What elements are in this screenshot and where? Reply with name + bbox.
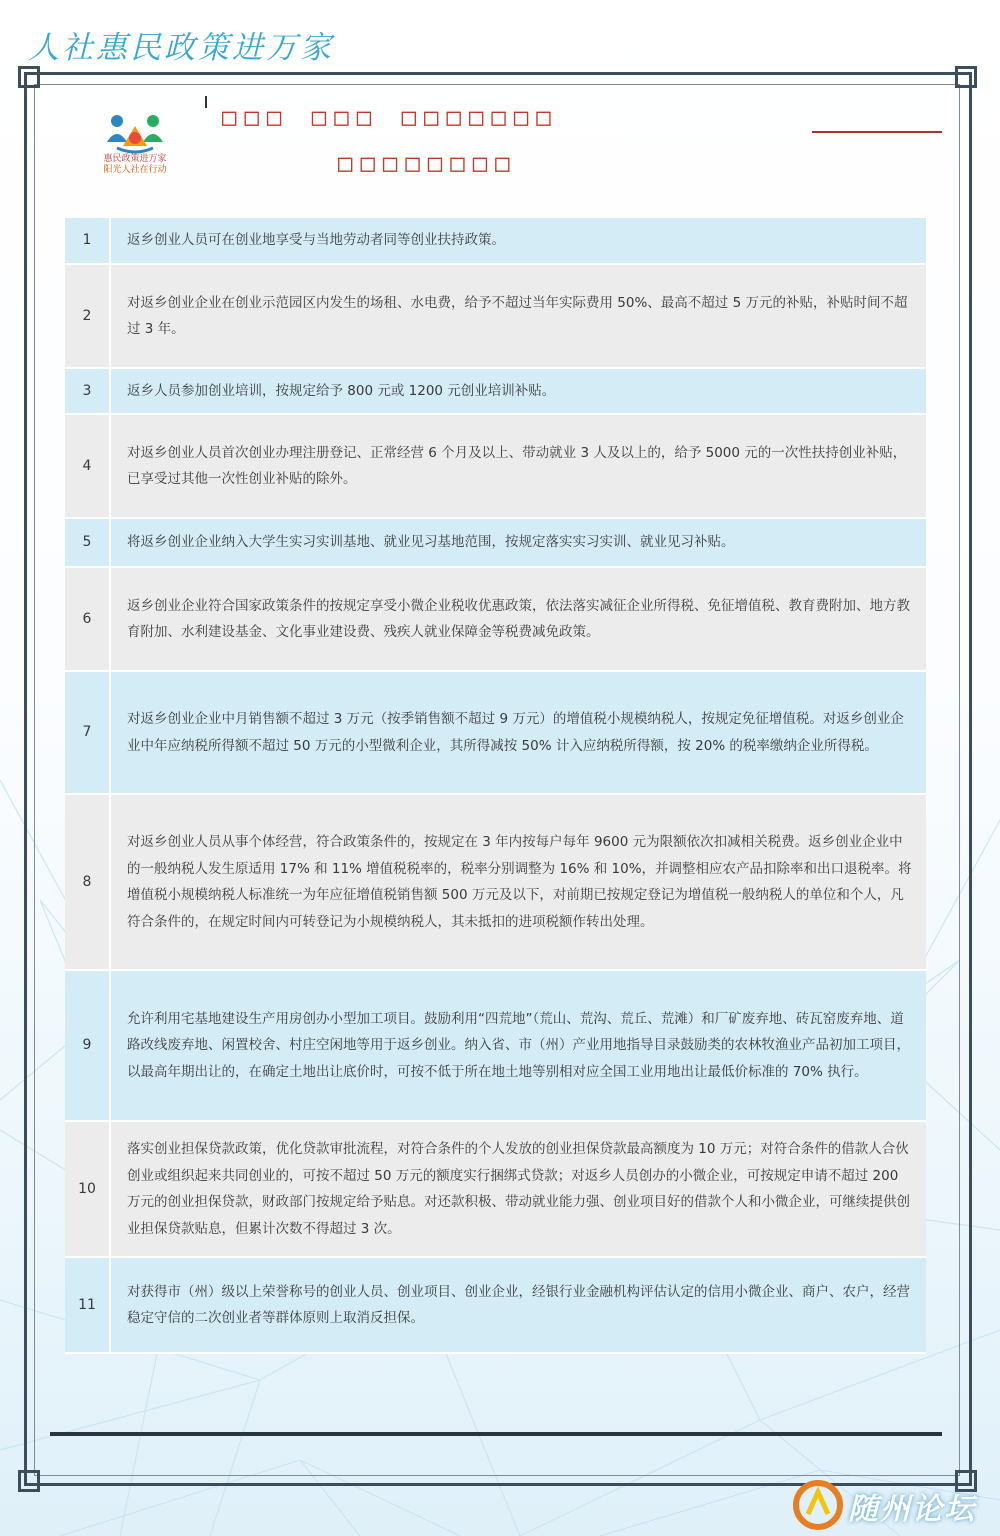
policy-row: [65, 794, 926, 970]
forum-logo-icon: [790, 1478, 846, 1532]
policy-row: [65, 1121, 926, 1257]
banner-title: 人社惠民政策进万家: [28, 30, 334, 66]
policy-row: [65, 518, 926, 567]
logo-slogan-1: 惠民政策进万家: [103, 154, 167, 164]
watermark-text: 随州论坛: [848, 1492, 976, 1527]
policy-number: 8: [65, 794, 110, 970]
policy-text: 对返乡创业企业在创业示范园区内发生的场租、水电费，给予不超过当年实际费用 50%、最高不超过 5 万元的补贴，补贴时间不超过 3 年。: [110, 264, 926, 368]
title-underline: [812, 131, 942, 133]
family-logo-icon: [103, 112, 167, 154]
policy-number: 3: [65, 368, 110, 414]
policy-text: 返乡创业人员可在创业地享受与当地劳动者同等创业扶持政策。: [110, 218, 926, 264]
policy-row: [65, 567, 926, 671]
policy-text: 允许利用宅基地建设生产用房创办小型加工项目。鼓励利用“四荒地”（荒山、荒沟、荒丘、荒滩）和厂矿废弃地、砖瓦窑废弃地、道路改线废弃地、闲置校舍、村庄空闲地等用于返乡创业。纳入省、市（州）产业用地指导目录鼓励类的农林牧渔业产品初加工项目，以最高年期出让的，在确定土地出让底价时，可按不低于所在地土地等别相对应全国工业用地出让最低价标准的 70% 执行。: [110, 970, 926, 1121]
policy-text: 返乡创业企业符合国家政策条件的按规定享受小微企业税收优惠政策，依法落实减征企业所得税、免征增值税、教育费附加、地方教育附加、水利建设基金、文化事业建设费、残疾人就业保障金等税费减免政策。: [110, 567, 926, 671]
policy-row: [65, 671, 926, 794]
policy-row: [65, 414, 926, 518]
policy-text: 对返乡创业人员首次创业办理注册登记、正常经营 6 个月及以上、带动就业 3 人及以上的，给予 5000 元的一次性扶持创业补贴，已享受过其他一次性创业补贴的除外。: [110, 414, 926, 518]
policy-row: [65, 264, 926, 368]
page-title: [222, 94, 782, 186]
policy-text: 对返乡创业企业中月销售额不超过 3 万元（按季销售额不超过 9 万元）的增值税小规模纳税人，按规定免征增值税。对返乡创业企业中年应纳税所得额不超过 50 万元的小型微利企业，其所得减按 50% 计入应纳税所得额，按 20% 的税率缴纳企业所得税。: [110, 671, 926, 794]
policy-row: [65, 368, 926, 414]
title-line-1: □□□ □□□ □□□□□□□: [222, 103, 559, 131]
corner-ornament: [18, 66, 40, 88]
policy-text: 返乡人员参加创业培训，按规定给予 800 元或 1200 元创业培训补贴。: [110, 368, 926, 414]
corner-ornament: [18, 1470, 40, 1492]
bottom-divider: [50, 1432, 942, 1436]
policy-number: 7: [65, 671, 110, 794]
policy-row: [65, 1257, 926, 1353]
corner-ornament: [955, 66, 977, 88]
policy-table: [65, 218, 926, 1354]
policy-number: 9: [65, 970, 110, 1121]
logo: [80, 112, 190, 176]
policy-text: 对获得市（州）级以上荣誉称号的创业人员、创业项目、创业企业，经银行业金融机构评估认定的信用小微企业、商户、农户，经营稳定守信的二次创业者等群体原则上取消反担保。: [110, 1257, 926, 1353]
policy-row: [65, 218, 926, 264]
policy-row: [65, 970, 926, 1121]
policy-number: 4: [65, 414, 110, 518]
policy-number: 6: [65, 567, 110, 671]
policy-number: 2: [65, 264, 110, 368]
policy-number: 5: [65, 518, 110, 567]
policy-number: 10: [65, 1121, 110, 1257]
policy-number: 1: [65, 218, 110, 264]
policy-text: 对返乡创业人员从事个体经营，符合政策条件的，按规定在 3 年内按每户每年 9600 元为限额依次扣减相关税费。返乡创业企业中的一般纳税人发生原适用 17% 和 11% 增值税税率的，税率分别调整为 16% 和 10%，并调整相应农产品扣除率和出口退税率。将增值税小规模纳税人标准统一为年应征增值税销售额 500 万元及以下，对前期已按规定登记为增值税一般纳税人的单位和个人，凡符合条件的，在规定时间内可转登记为小规模纳税人，其未抵扣的进项税额作转出处理。: [110, 794, 926, 970]
policy-number: 11: [65, 1257, 110, 1353]
policy-text: 落实创业担保贷款政策，优化贷款审批流程，对符合条件的个人发放的创业担保贷款最高额度为 10 万元；对符合条件的借款人合伙创业或组织起来共同创业的，可按不超过 50 万元的额度实行捆绑式贷款；对返乡人员创办的小微企业，可按规定申请不超过 200 万元的创业担保贷款，财政部门按规定给予贴息。对还款积极、带动就业能力强、创业项目好的借款个人和小微企业，可继续提供创业担保贷款贴息，但累计次数不得超过 3 次。: [110, 1121, 926, 1257]
title-marker: [205, 96, 207, 108]
forum-watermark: [790, 1478, 990, 1532]
policy-text: 将返乡创业企业纳入大学生实习实训基地、就业见习基地范围，按规定落实实习实训、就业见习补贴。: [110, 518, 926, 567]
logo-slogan-2: 阳光人社在行动: [103, 165, 167, 175]
title-line-2: □□□□□□□□: [338, 149, 518, 177]
